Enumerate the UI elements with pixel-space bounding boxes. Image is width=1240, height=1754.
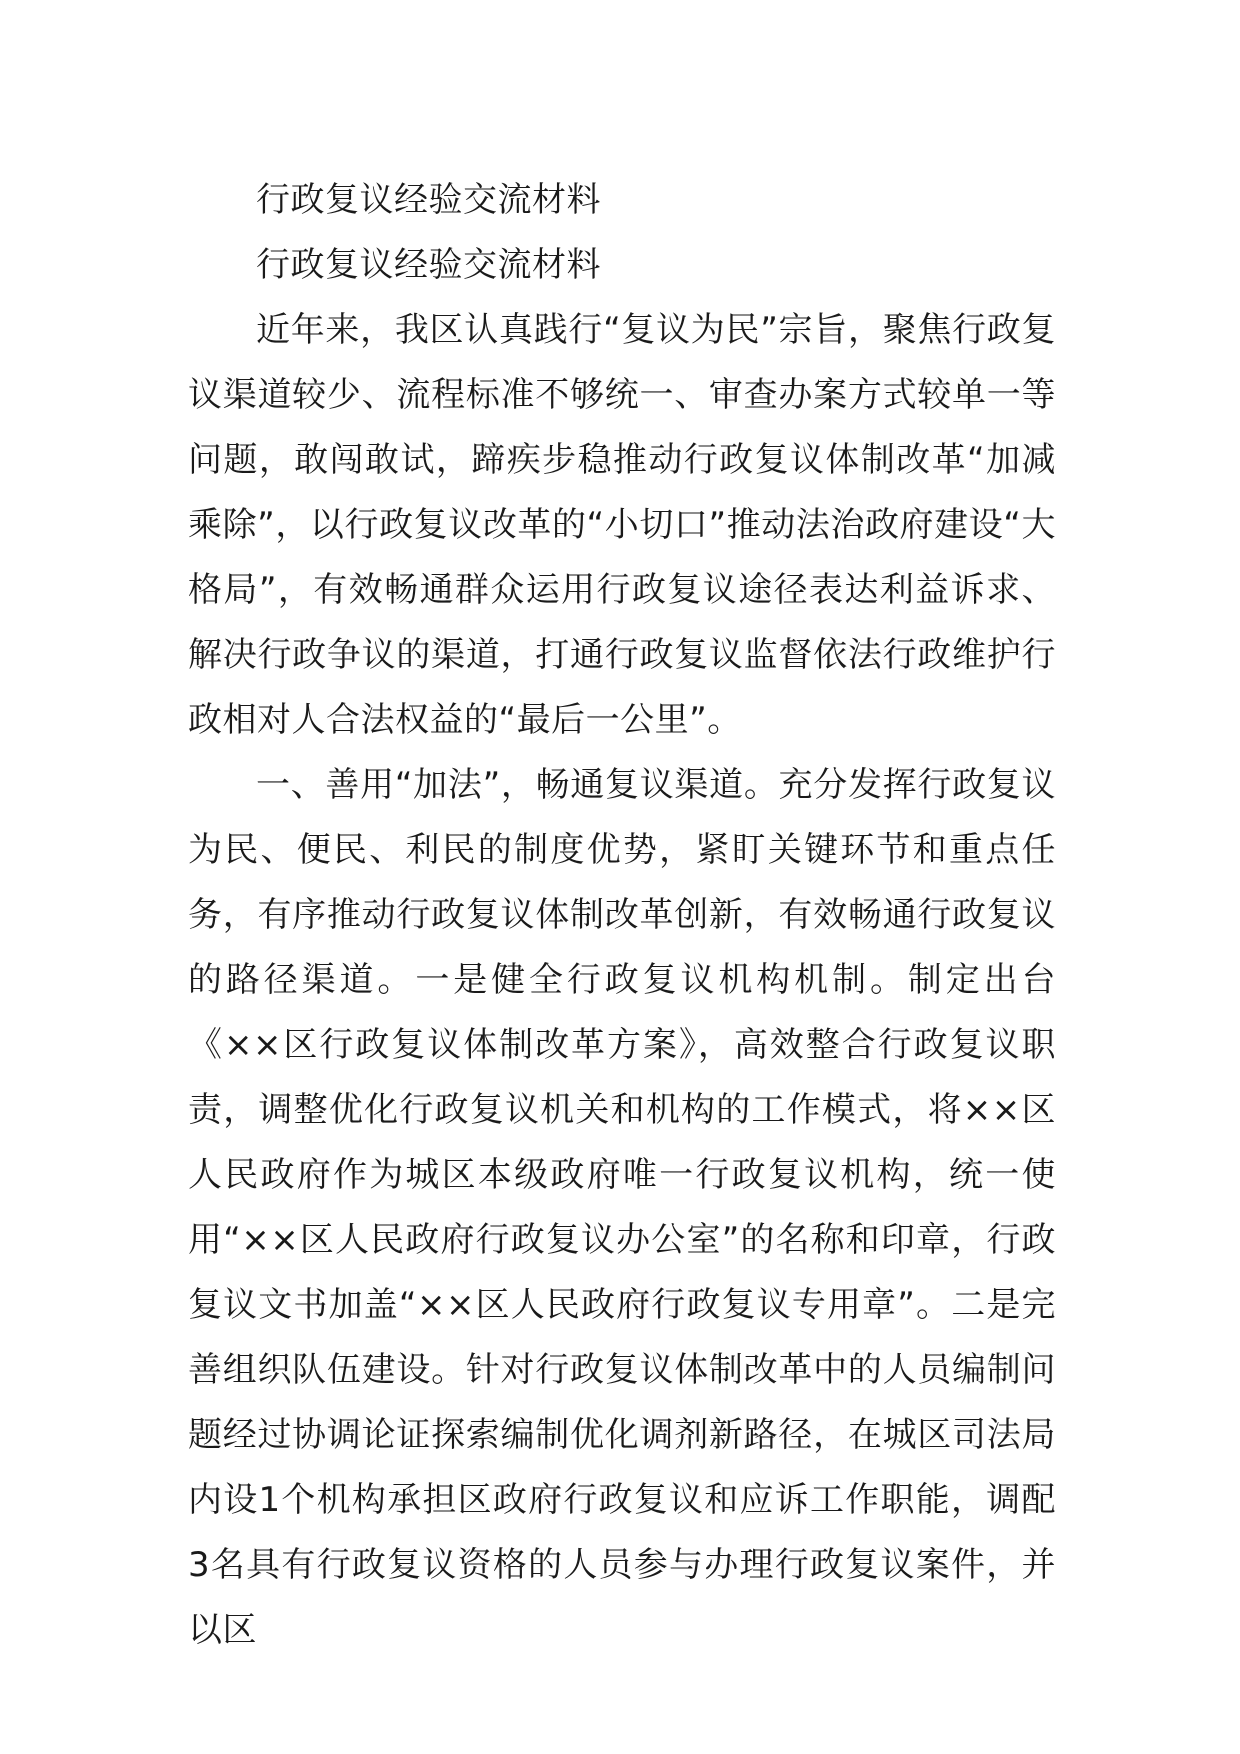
document-subtitle: 行政复议经验交流材料 — [256, 245, 601, 285]
document-title: 行政复议经验交流材料 — [256, 180, 601, 220]
paragraph-intro: 近年来，我区认真践行“复议为民”宗旨，聚焦行政复议渠道较少、流程标准不够统一、审查办案方式较单一等问题，敢闯敢试，蹄疾步稳推动行政复议体制改革“加减乘除”，以行政复议改革的“小切口”推动法治政府建设“大格局”，有效畅通群众运用行政复议途径表达利益诉求、解决行政争议的渠道，打通行政复议监督依法行政维护行政相对人合法权益的“最后一公里”。 — [188, 310, 1056, 740]
document-body — [188, 168, 1056, 1663]
paragraph-section-one: 一、善用“加法”，畅通复议渠道。充分发挥行政复议为民、便民、利民的制度优势，紧盯关键环节和重点任务，有序推动行政复议体制改革创新，有效畅通行政复议的路径渠道。一是健全行政复议机构机制。制定出台《××区行政复议体制改革方案》，高效整合行政复议职责，调整优化行政复议机关和机构的工作模式，将××区人民政府作为城区本级政府唯一行政复议机构，统一使用“××区人民政府行政复议办公室”的名称和印章，行政复议文书加盖“××区人民政府行政复议专用章”。二是完善组织队伍建设。针对行政复议体制改革中的人员编制问题经过协调论证探索编制优化调剂新路径，在城区司法局内设1个机构承担区政府行政复议和应诉工作职能，调配3名具有行政复议资格的人员参与办理行政复议案件，并以区 — [188, 765, 1056, 1650]
